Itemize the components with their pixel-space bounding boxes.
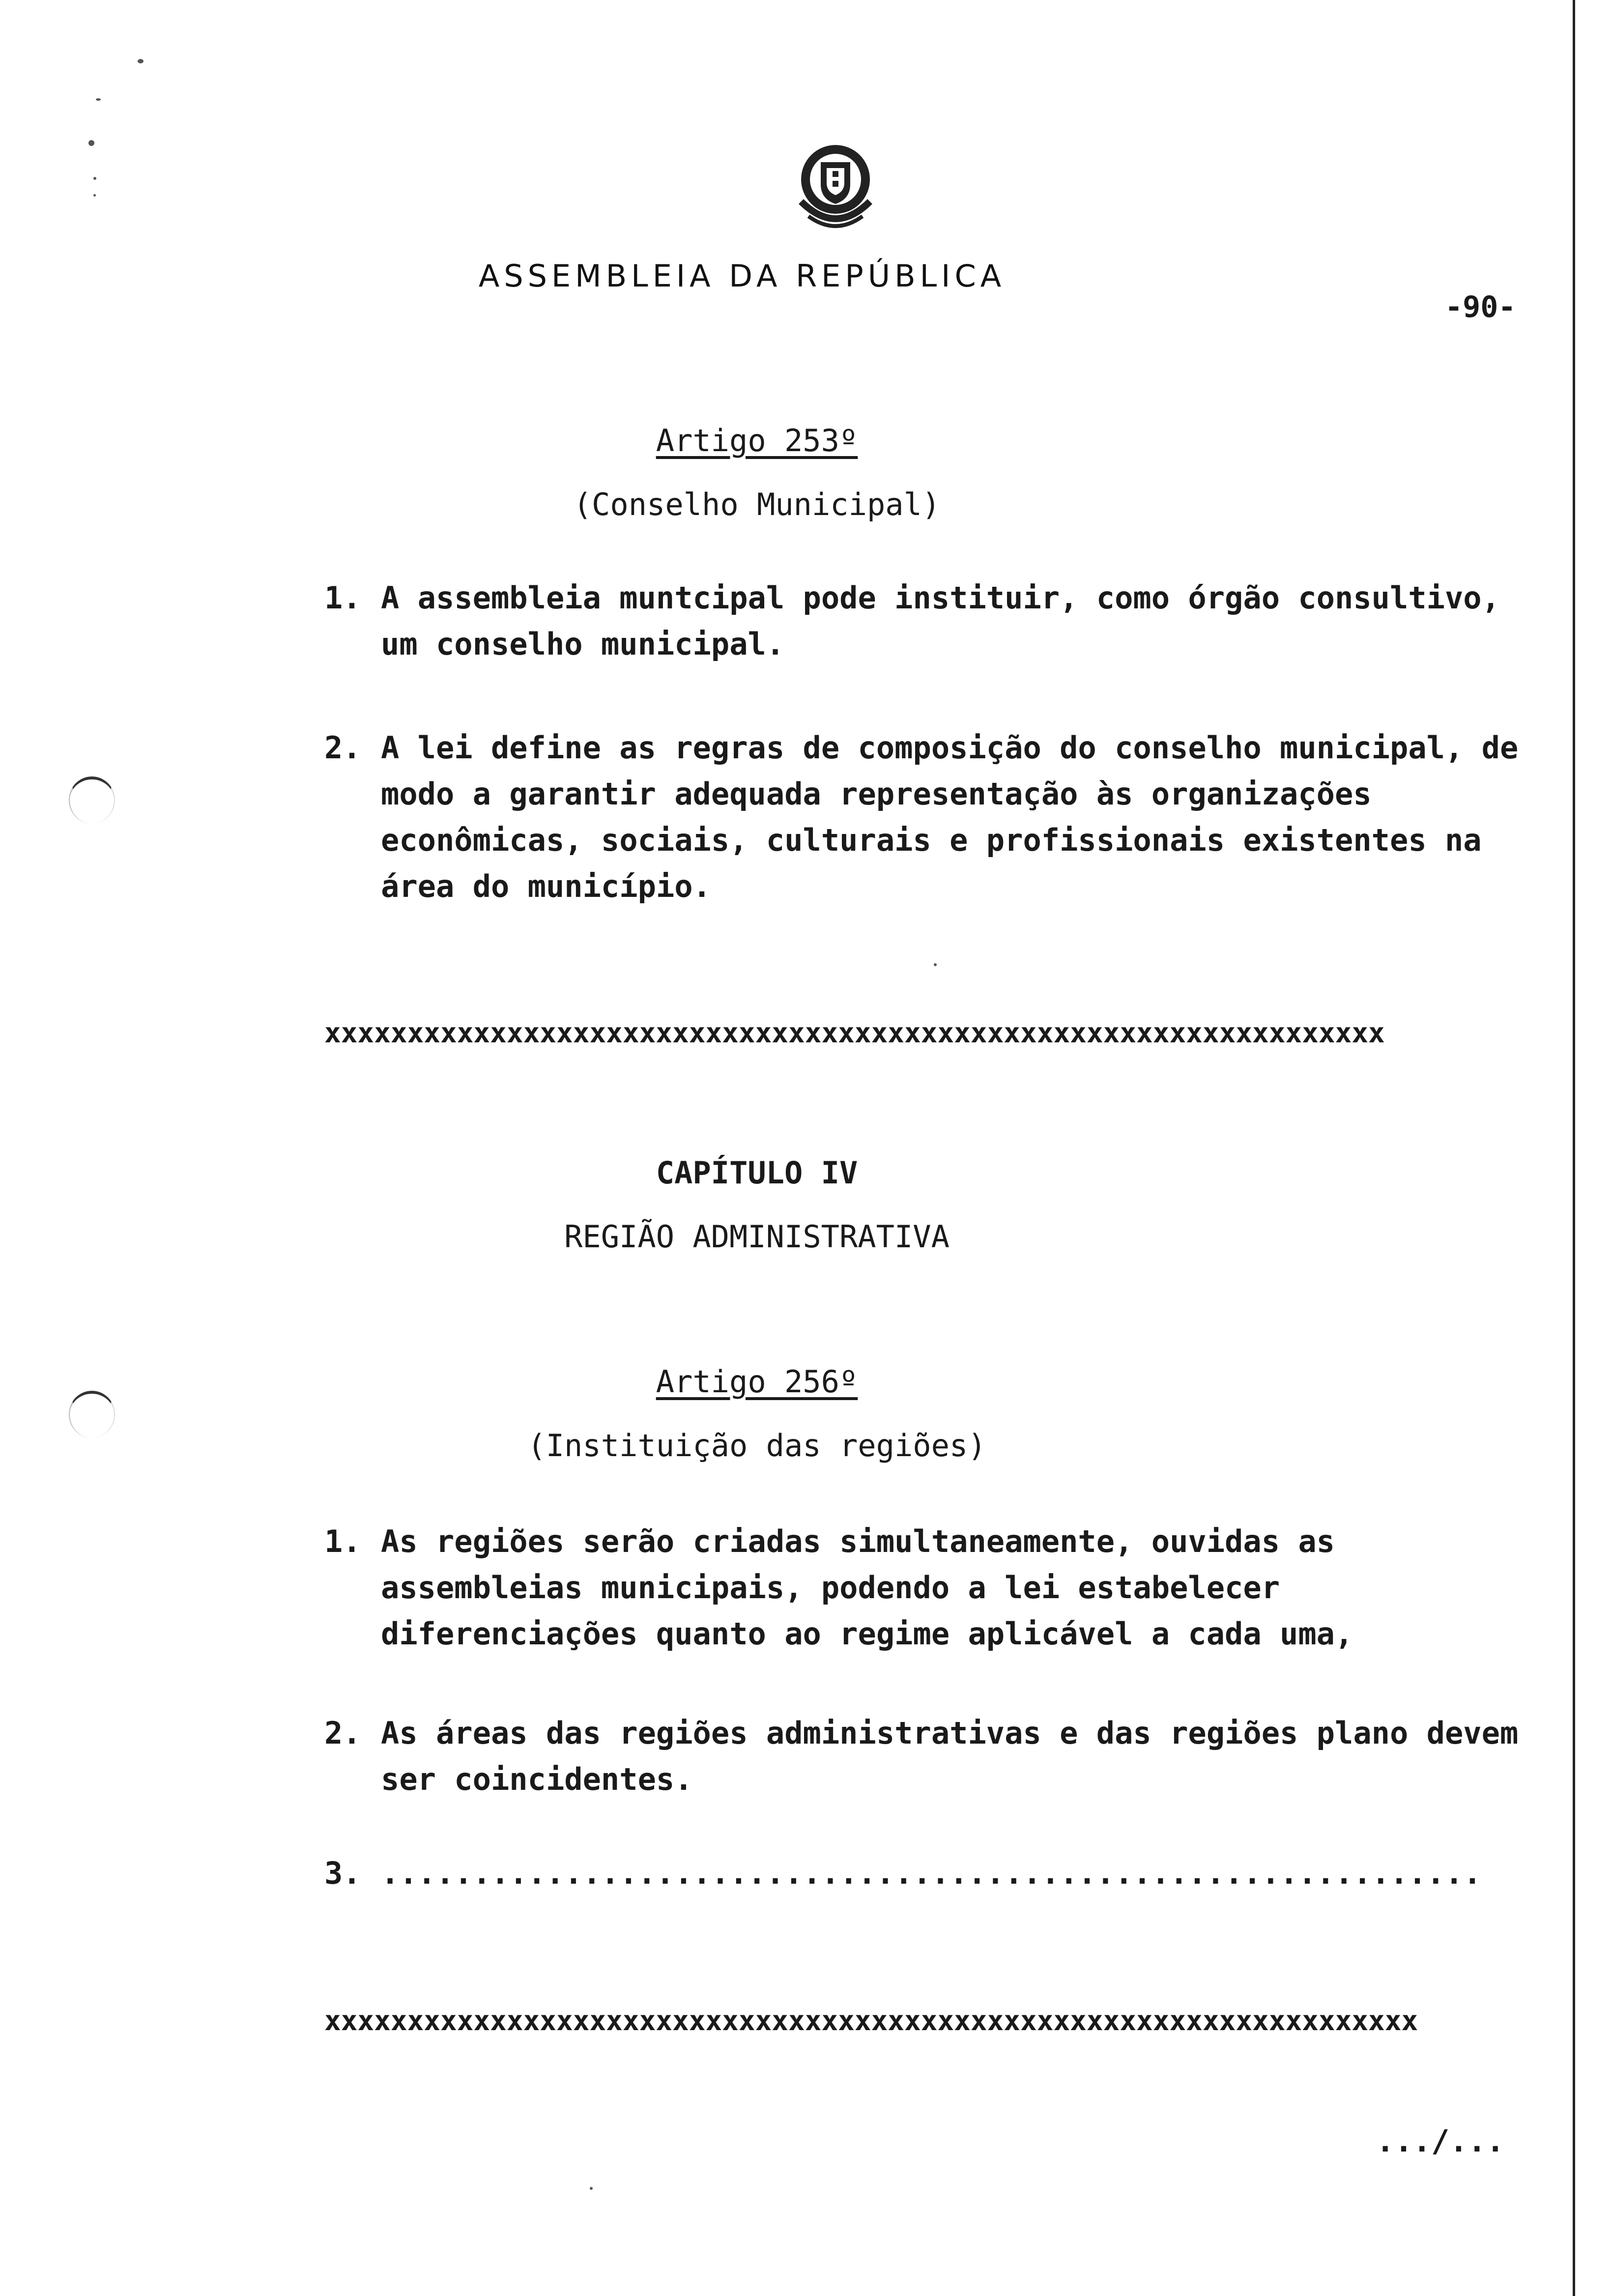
institution-name: ASSEMBLEIA DA REPÚBLICA	[478, 258, 1006, 294]
punch-hole-mark	[69, 776, 115, 824]
item-number: 3.	[324, 1855, 361, 1891]
page-edge-divider	[1573, 0, 1575, 2296]
scan-speck	[934, 963, 937, 966]
portuguese-coat-of-arms-icon	[781, 133, 890, 241]
page-number: -90-	[1445, 290, 1516, 324]
article-253-subtitle: (Conselho Municipal)	[573, 487, 941, 522]
separator-line: xxxxxxxxxxxxxxxxxxxxxxxxxxxxxxxxxxxxxxxxxxxxxxxxxxxxxxxxxxxxxxxxxx	[324, 2005, 1418, 2037]
item-number: 2.	[324, 730, 361, 766]
document-header	[0, 258, 1612, 294]
item-number: 2.	[324, 1715, 361, 1751]
article-253-item-1	[324, 575, 1524, 667]
scan-speck	[93, 194, 96, 197]
item-text: As áreas das regiões administrativas e das regiões plano devem ser coincidentes.	[381, 1715, 1519, 1797]
continuation-mark: .../...	[1376, 2123, 1505, 2159]
item-dots: ............................................................	[381, 1855, 1482, 1891]
article-253-item-2	[324, 725, 1524, 910]
chapter-title: CAPÍTULO IV	[656, 1155, 858, 1191]
item-text: As regiões serão criadas simultaneamente, ouvidas as assembleias municipais, podendo a lei estabelecer diferenciações quanto ao regime aplicável a cada uma,	[381, 1523, 1353, 1652]
article-256-item-2	[324, 1710, 1524, 1803]
scan-speck	[88, 140, 94, 146]
chapter-subtitle: REGIÃO ADMINISTRATIVA	[564, 1219, 950, 1255]
scan-speck	[590, 2187, 593, 2190]
article-256-item-3	[324, 1850, 1524, 1896]
separator-line: xxxxxxxxxxxxxxxxxxxxxxxxxxxxxxxxxxxxxxxxxxxxxxxxxxxxxxxxxxxxxxxx	[324, 1017, 1385, 1049]
article-253-title: Artigo 253º	[656, 423, 858, 459]
scan-speck	[96, 98, 101, 101]
article-256-subtitle: (Instituição das regiões)	[527, 1428, 986, 1464]
item-number: 1.	[324, 580, 361, 616]
scan-speck	[138, 59, 144, 63]
article-256-item-1	[324, 1519, 1524, 1657]
punch-hole-mark	[69, 1391, 115, 1438]
item-text: A lei define as regras de composição do conselho municipal, de modo a garantir adequada representação às organizações econômicas, sociais, culturais e profissionais existentes na área do município.	[381, 730, 1519, 904]
item-number: 1.	[324, 1523, 361, 1559]
article-256-title: Artigo 256º	[656, 1364, 858, 1400]
scan-speck	[93, 177, 96, 180]
item-text: A assembleia muntcipal pode instituir, como órgão consultivo, um conselho municipal.	[381, 580, 1500, 662]
